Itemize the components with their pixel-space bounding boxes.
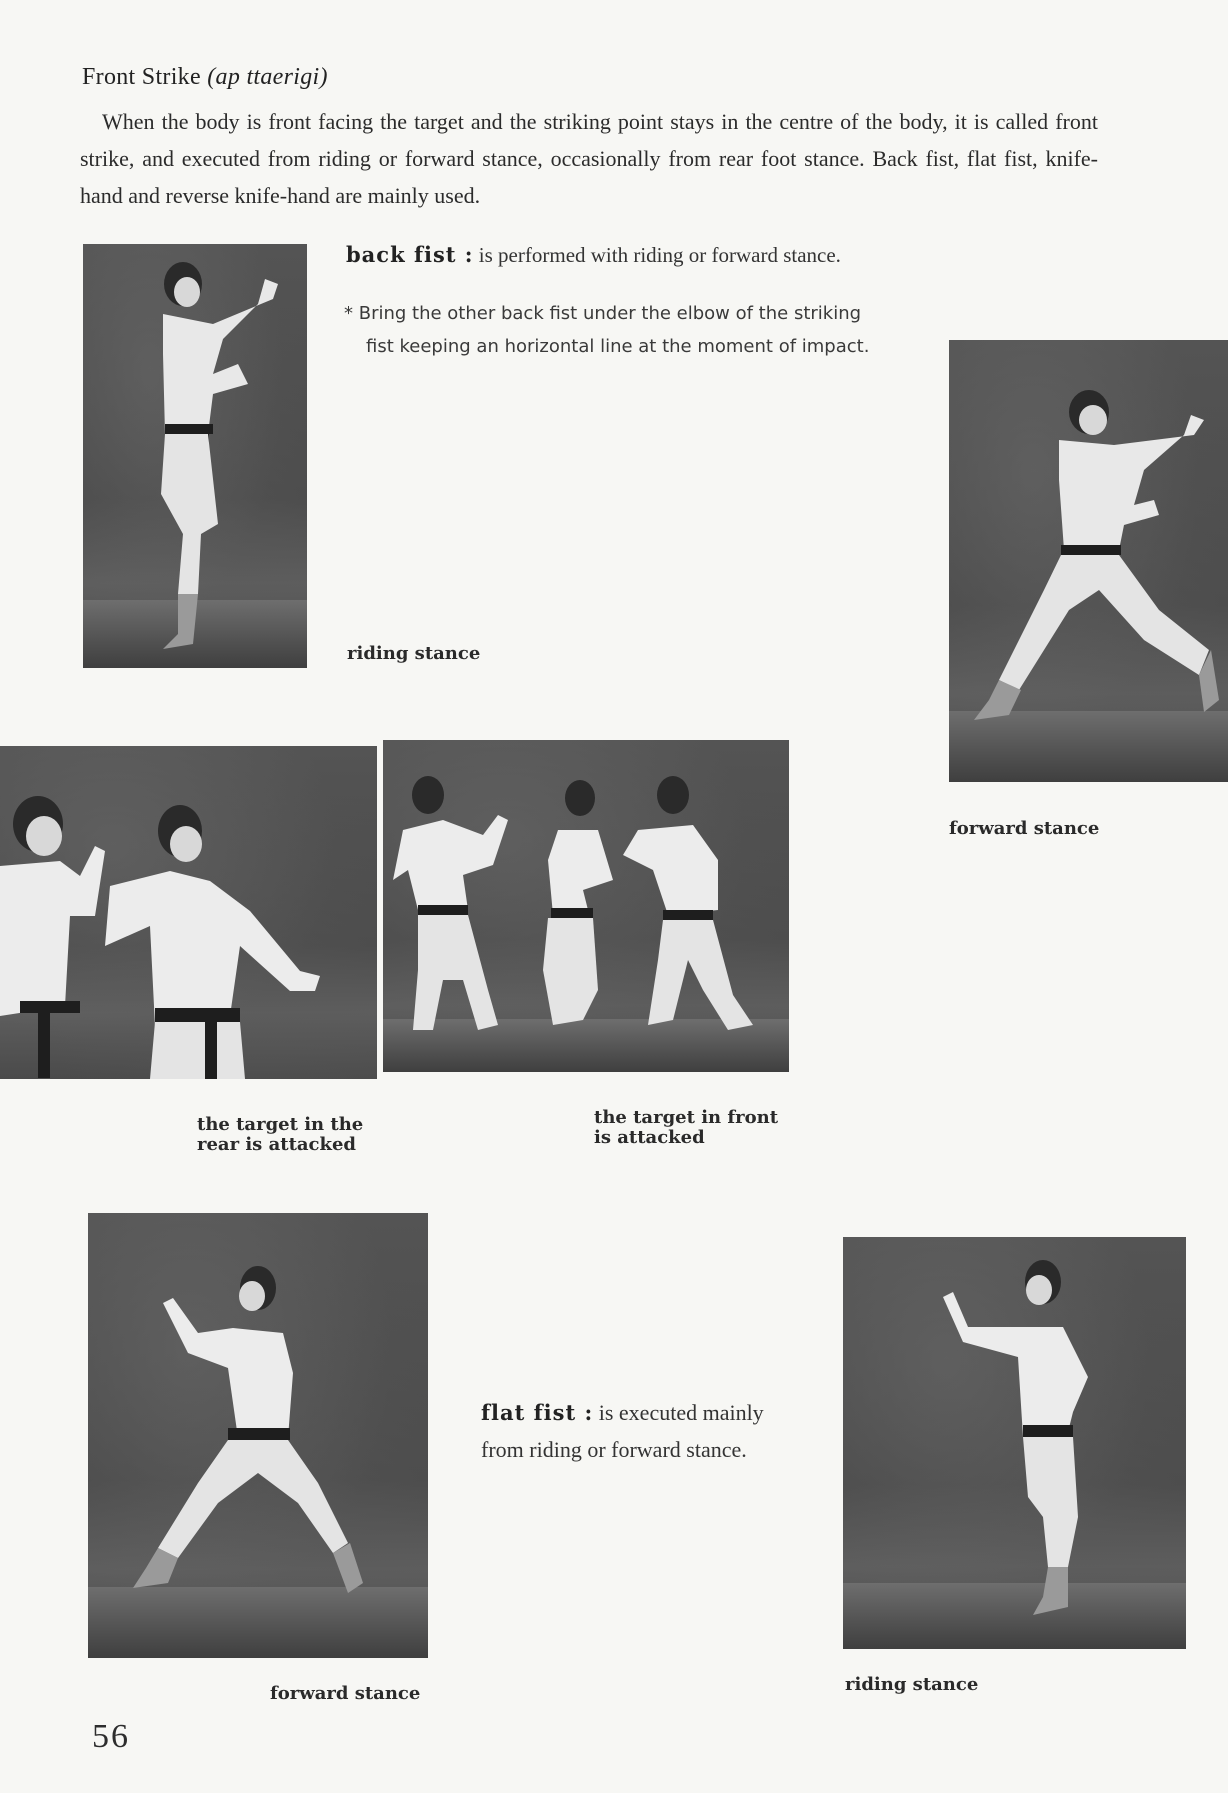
caption-target-front (594, 1108, 778, 1148)
flat-fist-text: is executed mainly from riding or forward stance. (481, 1400, 764, 1462)
photo-target-rear-attacked (0, 746, 377, 1079)
flat-fist-description (481, 1394, 791, 1468)
caption-target-rear-line1: the target in the (197, 1114, 364, 1135)
back-fist-note (344, 297, 964, 363)
caption-target-rear-line2: rear is attacked (197, 1134, 357, 1155)
caption-target-rear (197, 1115, 363, 1155)
flat-fist-term: flat fist : (481, 1400, 594, 1425)
caption-forward-stance-2: forward stance (270, 1683, 421, 1704)
back-fist-note-line1: * Bring the other back fist under the elbow of the striking (344, 303, 862, 324)
intro-paragraph (80, 103, 1098, 214)
section-title (82, 64, 328, 91)
two-karate-figures-icon (0, 746, 377, 1079)
back-fist-description (346, 242, 841, 268)
photo-riding-stance-flat-fist (843, 1237, 1186, 1649)
back-fist-term: back fist : (346, 242, 474, 267)
section-title-text: Front Strike (82, 64, 201, 90)
section-title-korean: (ap ttaerigi) (207, 64, 328, 90)
photo-target-front-attacked (383, 740, 789, 1072)
photo-forward-stance-flat-fist (88, 1213, 428, 1658)
page-number: 56 (92, 1718, 130, 1755)
back-fist-text: is performed with riding or forward stance. (478, 243, 841, 267)
caption-target-front-line1: the target in front (594, 1107, 779, 1128)
three-karate-figures-icon (383, 740, 789, 1072)
photo-forward-stance-back-fist (949, 340, 1228, 782)
back-fist-note-line2: fist keeping an horizontal line at the moment of impact. (366, 336, 870, 357)
intro-text: When the body is front facing the target and the striking point stays in the centre of the body, it is called front strike, and executed from riding or forward stance, occasionally from rear foot stance. Back fist, flat fist, knife-hand and reverse knife-hand are mainly used. (80, 109, 1098, 208)
caption-riding-stance-1: riding stance (347, 643, 481, 664)
karate-figure-icon (843, 1237, 1186, 1649)
photo-riding-stance-back-fist (83, 244, 307, 668)
karate-figure-icon (83, 244, 307, 668)
karate-figure-icon (949, 340, 1228, 782)
caption-riding-stance-2: riding stance (845, 1674, 979, 1695)
caption-forward-stance-1: forward stance (949, 818, 1100, 839)
caption-target-front-line2: is attacked (594, 1127, 705, 1148)
karate-figure-icon (88, 1213, 428, 1658)
